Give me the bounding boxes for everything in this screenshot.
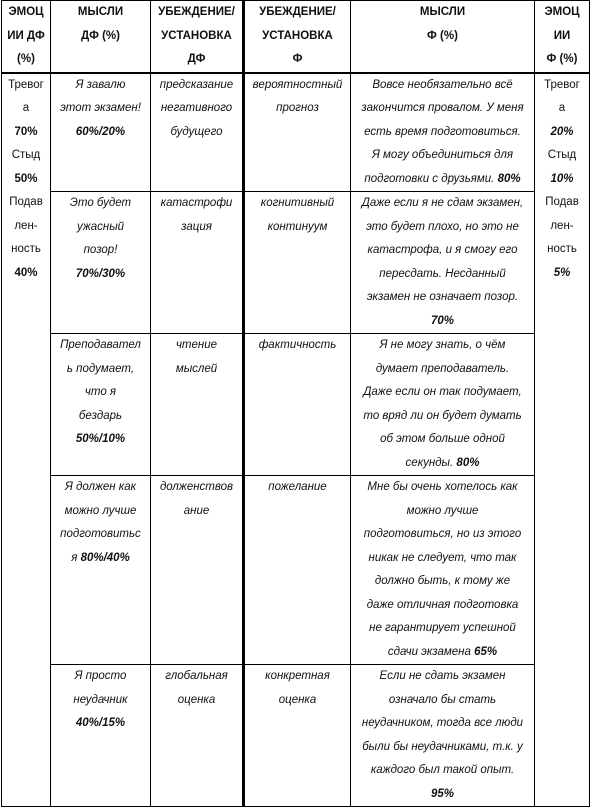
header-belief-df: УБЕЖДЕНИЕ/ УСТАНОВКА ДФ <box>151 1 244 73</box>
score: 80%/40% <box>80 551 130 564</box>
thought-f-cell: Если не сдать экзамен означало бы стать неудачником, тогда все люди были бы неудачниками, т.к. у каждого был такой опыт. 95% <box>351 665 535 807</box>
score: 50%/10% <box>75 433 126 445</box>
score: 70% <box>430 314 455 327</box>
emotion-value: 50% <box>14 172 38 185</box>
table-row <box>2 476 590 665</box>
emotion-label: ность <box>547 243 577 255</box>
emotion-label: Подав <box>545 196 579 208</box>
score: 80% <box>497 172 521 185</box>
emotions-f-cell <box>535 73 590 807</box>
thought-f-cell: Даже если я не сдам экзамен, это будет плохо, но это не катастрофа, и я смогу его пересдать. Несданный экзамен не означает позор. 70% <box>351 192 535 334</box>
emotion-label: а <box>558 102 566 114</box>
table-row <box>2 192 590 334</box>
emotions-df-cell <box>2 73 51 807</box>
belief-f-cell: вероятностный прогноз <box>244 73 351 192</box>
belief-f-cell: конкретная оценка <box>244 665 351 807</box>
emotion-label: Тревог <box>8 78 44 91</box>
table-row <box>2 665 590 807</box>
emotion-label: лен- <box>550 219 574 232</box>
emotion-value: 5% <box>553 266 571 279</box>
thought-df-cell: Я просто неудачник 40%/15% <box>51 665 151 807</box>
score: 80% <box>456 456 480 469</box>
score: 95% <box>430 787 455 800</box>
thought-f-cell: Вовсе необязательно всё закончится провалом. У меня есть время подготовиться. Я могу объединиться для подготовки с друзьями. 80% <box>351 73 535 192</box>
emotion-value: 70% <box>14 125 38 138</box>
emotion-label: лен- <box>14 219 38 232</box>
belief-f-cell: пожелание <box>244 476 351 665</box>
belief-df-cell: долженствов ание <box>151 476 244 665</box>
header-thoughts-df: МЫСЛИ ДФ (%) <box>51 1 151 73</box>
thought-f-cell: Я не могу знать, о чём думает преподаватель. Даже если он так подумает, то вряд ли он будет думать об этом больше одной секунды. 80% <box>351 334 535 476</box>
cbt-worksheet-table <box>1 0 590 807</box>
emotion-value: 40% <box>14 266 38 279</box>
header-belief-f: УБЕЖДЕНИЕ/ УСТАНОВКА Ф <box>244 1 351 73</box>
belief-df-cell: катастрофи зация <box>151 192 244 334</box>
emotion-label: Подав <box>9 196 43 208</box>
emotion-label: Стыд <box>11 149 41 161</box>
belief-df-cell: чтение мыслей <box>151 334 244 476</box>
emotion-value: 20% <box>550 125 574 138</box>
table-row <box>2 73 590 192</box>
emotion-value: 10% <box>550 172 574 185</box>
thought-df-cell: Я должен как можно лучше подготовитьс я 80%/40% <box>51 476 151 665</box>
emotion-label: Тревог <box>544 78 580 91</box>
belief-f-cell: когнитивный континуум <box>244 192 351 334</box>
header-emotions-f: ЭМОЦ ИИ Ф (%) <box>535 1 590 73</box>
emotion-label: ность <box>11 243 41 255</box>
thought-df-cell: Это будет ужасный позор! 70%/30% <box>51 192 151 334</box>
emotion-label: Стыд <box>547 149 577 161</box>
belief-df-cell: предсказание негативного будущего <box>151 73 244 192</box>
emotion-label: а <box>22 102 30 114</box>
thought-df-cell: Я завалю этот экзамен! 60%/20% <box>51 73 151 192</box>
thought-df-cell: Преподавател ь подумает, что я бездарь 50%/10% <box>51 334 151 476</box>
header-emotions-df: ЭМОЦ ИИ ДФ (%) <box>2 1 51 73</box>
header-row <box>2 1 590 73</box>
score: 70%/30% <box>75 267 126 280</box>
table-row <box>2 334 590 476</box>
score: 65% <box>474 645 498 658</box>
score: 40%/15% <box>75 717 126 729</box>
score: 60%/20% <box>75 125 126 138</box>
belief-df-cell: глобальная оценка <box>151 665 244 807</box>
thought-f-cell: Мне бы очень хотелось как можно лучше подготовиться, но из этого никак не следует, что так должно быть, к тому же даже отличная подготовка не гарантирует успешной сдачи экзамена 65% <box>351 476 535 665</box>
belief-f-cell: фактичность <box>244 334 351 476</box>
header-thoughts-f: МЫСЛИ Ф (%) <box>351 1 535 73</box>
